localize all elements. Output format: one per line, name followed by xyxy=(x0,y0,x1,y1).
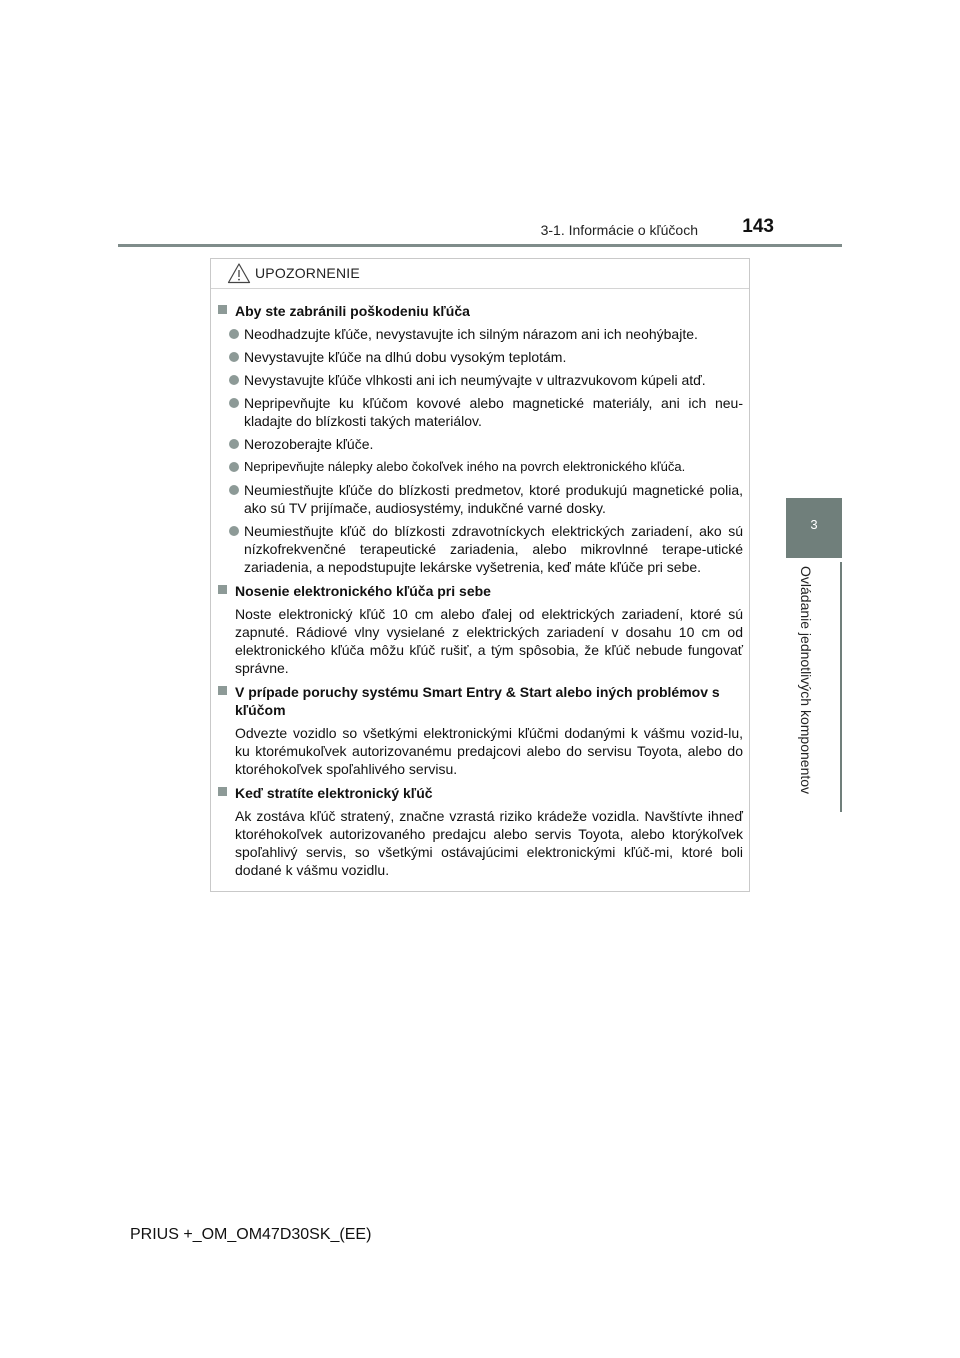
round-bullet-icon xyxy=(229,329,239,339)
section-heading: Keď stratíte elektronický kľúč xyxy=(217,784,743,802)
warning-section xyxy=(217,302,743,576)
square-bullet-icon xyxy=(218,686,227,695)
warning-section xyxy=(217,582,743,677)
square-bullet-icon xyxy=(218,305,227,314)
bullet-item: Neumiestňujte kľúč do blízkosti zdravotníckych elektrických zariadení, ako sú nízkofrekvenčné terapeutické zariadenia, alebo mikrovlnné terape-utické zariadenia, a nepodstupujte lekárske vyšetrenia, keď máte kľúče pri sebe. xyxy=(217,522,743,576)
warning-body xyxy=(211,289,749,879)
warning-section xyxy=(217,784,743,879)
section-paragraph: Ak zostáva kľúč stratený, značne vzrastá riziko krádeže vozidla. Navštívte ihneď ktoréhokoľvek autorizovaného predajcu alebo servis Toyota, alebo ktorýkoľvek spoľahlivý servis, so všetkými ostávajúcimi elektronickými kľúč-mi, ktoré boli dodané k vášmu vozidlu. xyxy=(235,808,743,878)
bullet-item: Nevystavujte kľúče na dlhú dobu vysokým teplotám. xyxy=(217,348,743,366)
document-code: PRIUS +_OM_OM47D30SK_(EE) xyxy=(130,1226,372,1243)
section-heading: Nosenie elektronického kľúča pri sebe xyxy=(217,582,743,600)
round-bullet-icon xyxy=(229,398,239,408)
section-heading: Aby ste zabránili poškodeniu kľúča xyxy=(217,302,743,320)
square-bullet-icon xyxy=(218,787,227,796)
warning-triangle-icon xyxy=(227,262,251,284)
page-number: 143 xyxy=(742,216,774,237)
section-paragraph: Noste elektronický kľúč 10 cm alebo ďalej od elektrických zariadení, ktoré sú zapnuté. Rádiové vlny vysielané z elektrických zariadení v dosahu 10 cm od elektronického kľúča môžu kľúč rušiť, a tým spôsobia, že kľúč nebude fungovať správne. xyxy=(235,606,743,676)
round-bullet-icon xyxy=(229,439,239,449)
bullet-item: Nepripevňujte nálepky alebo čokoľvek iného na povrch elektronického kľúča. xyxy=(217,458,743,476)
header-divider xyxy=(118,244,842,247)
warning-section xyxy=(217,683,743,778)
warning-box xyxy=(210,258,750,892)
bullet-item: Neumiestňujte kľúče do blízkosti predmetov, ktoré produkujú magnetické polia, ako sú TV prijímače, audiosystémy, indukčné varné dosky. xyxy=(217,481,743,517)
round-bullet-icon xyxy=(229,352,239,362)
bullet-item: Nevystavujte kľúče vlhkosti ani ich neumývajte v ultrazvukovom kúpeli atď. xyxy=(217,371,743,389)
round-bullet-icon xyxy=(229,462,239,472)
warning-title: UPOZORNENIE xyxy=(255,265,360,281)
chapter-number: 3 xyxy=(810,517,818,532)
section-heading: V prípade poruchy systému Smart Entry & Start alebo iných problémov s kľúčom xyxy=(217,683,743,719)
round-bullet-icon xyxy=(229,526,239,536)
running-header-section: 3-1. Informácie o kľúčoch xyxy=(540,222,698,238)
bullet-item: Nerozoberajte kľúče. xyxy=(217,435,743,453)
bullet-item: Neodhadzujte kľúče, nevystavujte ich silným nárazom ani ich neohýbajte. xyxy=(217,325,743,343)
chapter-tab xyxy=(786,498,842,558)
section-paragraph: Odvezte vozidlo so všetkými elektronickými kľúčmi dodanými k vášmu vozid-lu, ku ktorémukoľvek autorizovanému predajcovi alebo do servisu Toyota, alebo do ktoréhokoľvek spoľahlivého servisu. xyxy=(235,725,743,777)
bullet-item: Nepripevňujte ku kľúčom kovové alebo magnetické materiály, ani ich neu-kladajte do blízkosti takých materiálov. xyxy=(217,394,743,430)
round-bullet-icon xyxy=(229,375,239,385)
chapter-side-rule xyxy=(840,562,842,812)
square-bullet-icon xyxy=(218,585,227,594)
warning-header xyxy=(211,259,749,289)
round-bullet-icon xyxy=(229,485,239,495)
chapter-title: Ovládanie jednotlivých komponentov xyxy=(798,566,814,795)
